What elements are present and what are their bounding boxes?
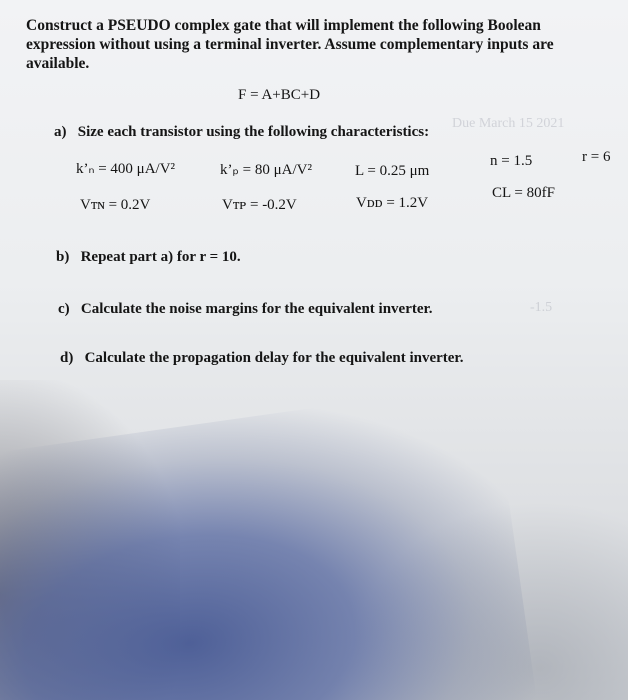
param-vdd: Vᴅᴅ = 1.2V bbox=[356, 195, 429, 211]
part-d-label: d) bbox=[60, 350, 74, 366]
part-d bbox=[60, 351, 463, 366]
boolean-expression: F = A+BC+D bbox=[238, 87, 321, 103]
problem-statement: Construct a PSEUDO complex gate that will implement the following Boolean expression without using a terminal inverter. Assume complementary inputs are available. bbox=[26, 17, 554, 72]
part-c-text: Calculate the noise margins for the equivalent inverter. bbox=[80, 301, 433, 317]
param-vtn: Vᴛɴ = 0.2V bbox=[80, 197, 151, 213]
part-d-text: Calculate the propagation delay for the equivalent inverter. bbox=[84, 350, 464, 366]
part-a-label: a) bbox=[54, 124, 67, 140]
part-a bbox=[54, 125, 429, 140]
hand-shadow bbox=[0, 380, 180, 700]
part-a-text: Size each transistor using the following characteristics: bbox=[77, 124, 430, 140]
part-b-label: b) bbox=[56, 249, 70, 265]
part-c bbox=[58, 302, 433, 317]
part-b-text: Repeat part a) for r = 10. bbox=[80, 249, 241, 265]
param-kn: k’ₙ = 400 μA/V² bbox=[76, 161, 176, 177]
bleed-through-number bbox=[530, 300, 552, 316]
param-cl: CL = 80fF bbox=[492, 185, 555, 201]
bleed-through-value: -1.5 bbox=[530, 300, 553, 315]
param-length: L = 0.25 μm bbox=[355, 163, 430, 179]
bleed-through-date: Due March 15 2021 bbox=[452, 116, 565, 131]
param-vtp: Vᴛᴘ = -0.2V bbox=[222, 197, 297, 213]
page-shadow-bottom-right bbox=[348, 500, 628, 700]
param-n: n = 1.5 bbox=[490, 153, 533, 169]
part-b bbox=[56, 250, 241, 265]
part-c-label: c) bbox=[58, 301, 70, 317]
bleed-through-text bbox=[452, 116, 564, 132]
param-kp: k’ₚ = 80 μA/V² bbox=[220, 162, 312, 178]
blue-shadow bbox=[0, 383, 542, 700]
param-r: r = 6 bbox=[582, 149, 611, 165]
